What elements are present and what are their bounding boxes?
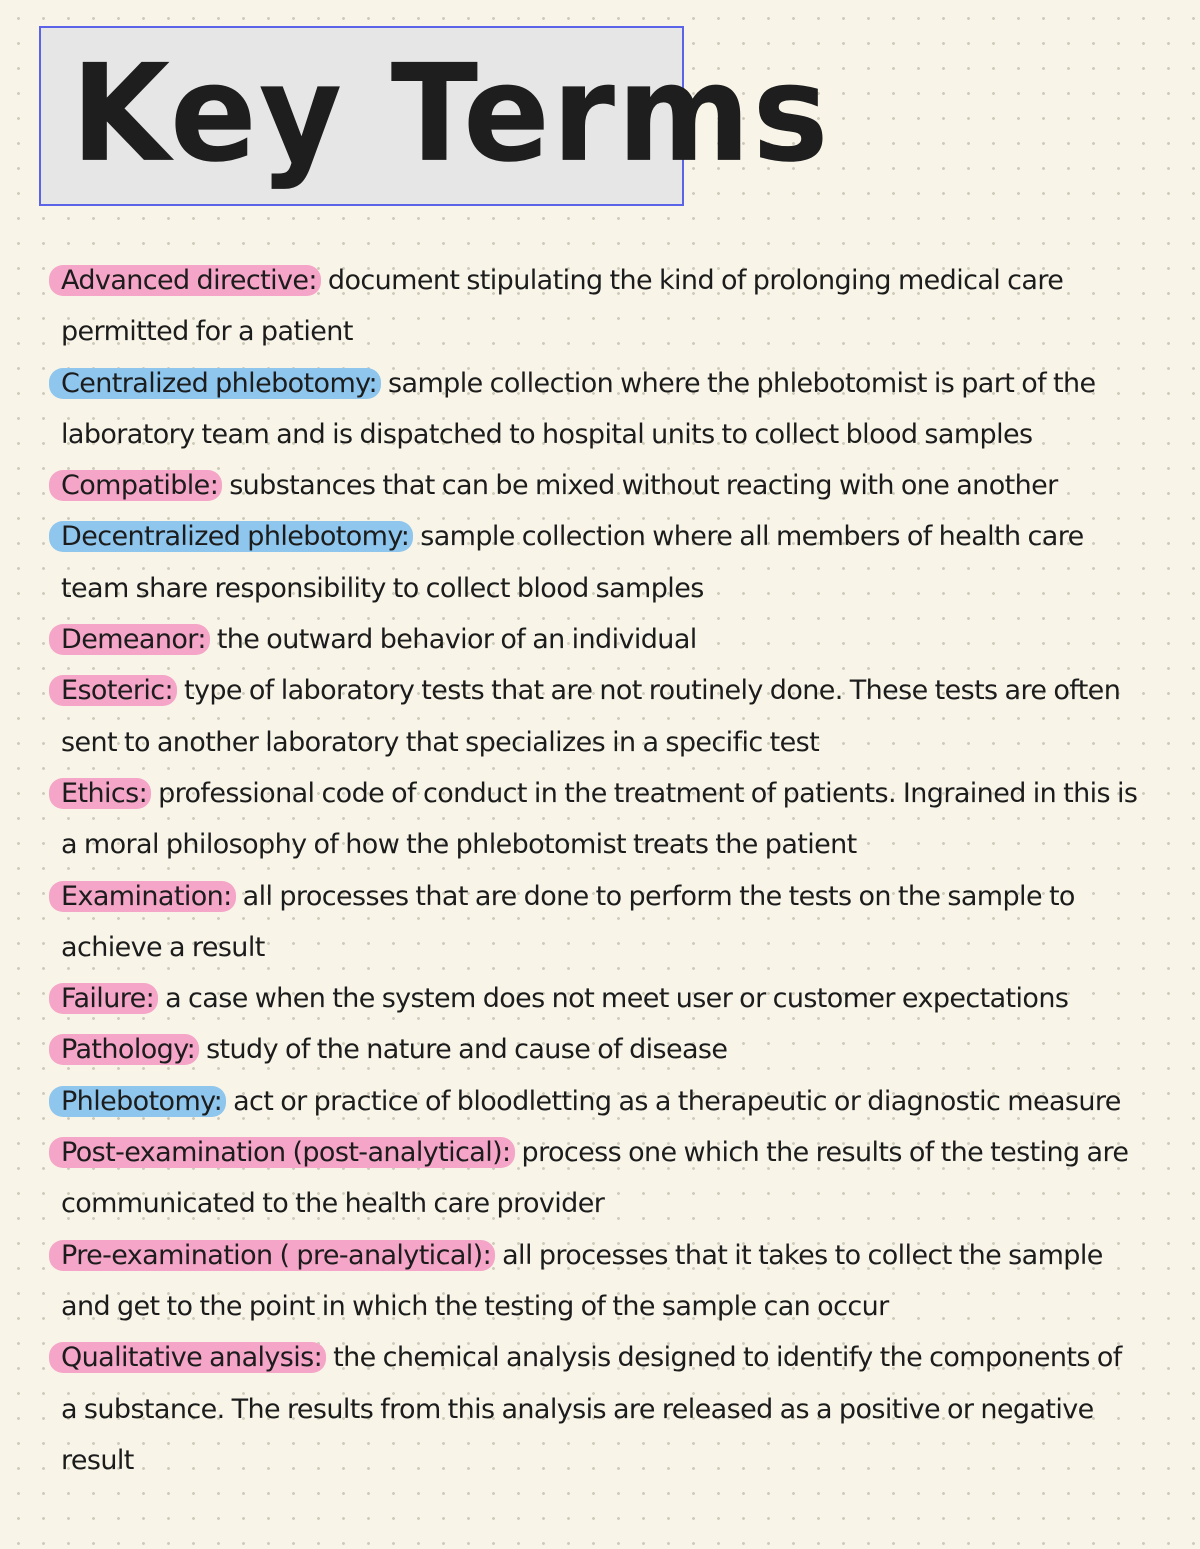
term-definition: process one which the results of the testing are communicated to the health care provider [61,1137,1129,1220]
term-definition: act or practice of bloodletting as a therapeutic or diagnostic measure [233,1085,1121,1117]
term-definition: sample collection where all members of health care team share responsibility to collect blood samples [61,521,1084,604]
key-terms-list [61,255,1141,1486]
term-entry-pathology [61,1024,1141,1075]
term-entry-compatible [61,460,1141,511]
term-definition: all processes that it takes to collect the sample and get to the point in which the testing of the sample can occur [61,1239,1103,1322]
term-label: Centralized phlebotomy: [49,368,381,399]
term-label: Pre-examination ( pre-analytical): [49,1240,495,1271]
term-label: Post-examination (post-analytical): [49,1137,515,1168]
term-definition: the chemical analysis designed to identify the components of a substance. The results from this analysis are released as a positive or negative result [61,1342,1122,1476]
term-entry-centralized-phlebotomy [61,358,1141,461]
term-label: Compatible: [49,470,222,501]
term-definition: a case when the system does not meet user or customer expectations [165,983,1069,1015]
term-definition: all processes that are done to perform the tests on the sample to achieve a result [61,880,1075,963]
term-definition: the outward behavior of an individual [216,624,697,656]
term-entry-pre-examination [61,1230,1141,1333]
term-entry-failure [61,973,1141,1024]
title-box [39,26,831,206]
term-entry-examination [61,871,1141,974]
term-label: Decentralized phlebotomy: [49,521,413,552]
term-label: Pathology: [49,1034,199,1065]
term-entry-qualitative-analysis [61,1332,1141,1486]
term-entry-advanced-directive [61,255,1141,358]
term-label: Ethics: [49,778,151,809]
page-title: Key Terms [71,36,831,193]
term-definition: substances that can be mixed without reacting with one another [229,470,1058,502]
term-label: Esoteric: [49,675,177,706]
term-entry-ethics [61,768,1141,871]
term-entry-decentralized-phlebotomy [61,511,1141,614]
term-definition: type of laboratory tests that are not routinely done. These tests are often sent to another laboratory that specializes in a specific test [61,675,1121,758]
term-definition: document stipulating the kind of prolonging medical care permitted for a patient [61,265,1064,348]
term-label: Phlebotomy: [49,1086,226,1117]
term-definition: study of the nature and cause of disease [206,1034,728,1066]
term-entry-demeanor [61,614,1141,665]
term-label: Advanced directive: [49,265,321,296]
term-label: Examination: [49,881,236,912]
term-label: Demeanor: [49,624,210,655]
term-label: Qualitative analysis: [49,1342,326,1373]
term-entry-esoteric [61,665,1141,768]
term-entry-phlebotomy [61,1076,1141,1127]
term-definition: sample collection where the phlebotomist is part of the laboratory team and is dispatched to hospital units to collect blood samples [61,367,1096,450]
term-definition: professional code of conduct in the treatment of patients. Ingrained in this is a moral philosophy of how the phlebotomist treats the patient [61,777,1138,861]
term-label: Failure: [49,983,158,1014]
term-entry-post-examination [61,1127,1141,1230]
